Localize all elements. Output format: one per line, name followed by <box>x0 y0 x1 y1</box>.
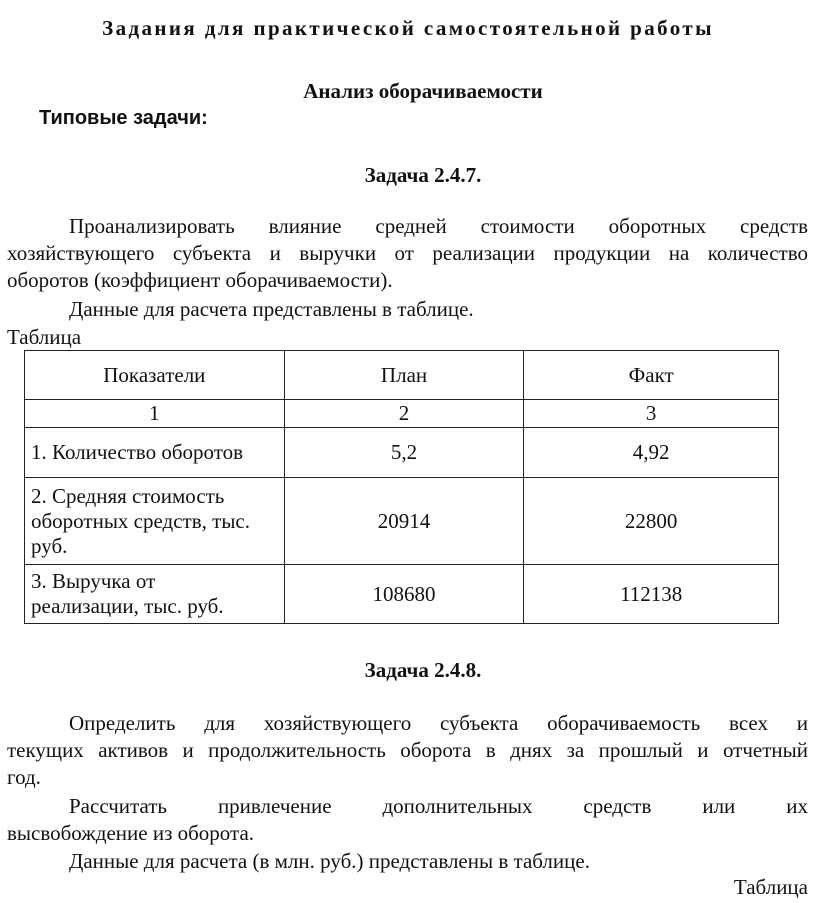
row-label-line: руб. <box>31 533 68 558</box>
document-title: Задания для практической самостоятельной работы <box>102 16 714 40</box>
task2-p1-line-2: текущих активов и продолжительность оборота в днях за прошлый и отчетный <box>7 738 808 762</box>
table-row <box>25 565 779 624</box>
task1-p1-line-1: Проанализировать влияние средней стоимости оборотных средств <box>69 214 808 238</box>
row-label-line: реализации, тыс. руб. <box>31 594 224 618</box>
task1-p1-line-3: оборотов (коэффициент оборачиваемости). <box>7 268 393 292</box>
table-header-row <box>25 351 779 400</box>
row-label-line: 1. Количество оборотов <box>31 440 244 464</box>
row-label <box>25 428 285 478</box>
col-number-2: 2 <box>284 400 524 428</box>
row-label <box>25 565 285 624</box>
table-label: Таблица <box>7 325 82 349</box>
header-cell-plan: План <box>284 351 524 400</box>
task2-p1-line-1: Определить для хозяйствующего субъекта оборачиваемость всех и <box>69 711 808 735</box>
row-label-line: 2. Средняя стоимость <box>31 483 225 508</box>
table-label-2: Таблица <box>733 875 808 899</box>
task2-p3-line: Данные для расчета (в млн. руб.) представлены в таблице. <box>69 849 590 873</box>
task1-p2-line: Данные для расчета представлены в таблице. <box>69 297 474 321</box>
header-cell-indicators: Показатели <box>25 351 285 400</box>
table-number-row <box>25 400 779 428</box>
row-fact-value: 22800 <box>524 478 779 565</box>
task2-paragraph-1 <box>7 710 808 791</box>
task2-p2-line-2: высвобождение из оборота. <box>7 821 255 845</box>
section-label: Типовые задачи: <box>39 107 208 129</box>
table-row <box>25 428 779 478</box>
row-label-line: оборотных средств, тыс. <box>31 508 251 533</box>
table-row <box>25 478 779 565</box>
row-label-line: 3. Выручка от <box>31 569 156 593</box>
row-plan-value: 108680 <box>284 565 524 624</box>
row-fact-value: 4,92 <box>524 428 779 478</box>
document-subtitle: Анализ оборачиваемости <box>303 79 543 103</box>
task2-paragraph-3 <box>7 848 808 875</box>
col-number-3: 3 <box>524 400 779 428</box>
task2-paragraph-2 <box>7 793 808 847</box>
data-table <box>24 350 779 624</box>
row-plan-value: 20914 <box>284 478 524 565</box>
task-heading-2-4-8: Задача 2.4.8. <box>364 658 482 682</box>
header-cell-fact: Факт <box>524 351 779 400</box>
task-heading-2-4-7: Задача 2.4.7. <box>364 163 482 187</box>
row-fact-value: 112138 <box>524 565 779 624</box>
row-plan-value: 5,2 <box>284 428 524 478</box>
task1-p1-line-2: хозяйствующего субъекта и выручки от реализации продукции на количество <box>7 241 808 265</box>
col-number-1: 1 <box>25 400 285 428</box>
task1-paragraph-2 <box>7 296 808 323</box>
row-label <box>25 478 285 565</box>
task2-p1-line-3: год. <box>7 765 41 789</box>
task1-paragraph-1 <box>7 213 808 294</box>
task2-p2-line-1: Рассчитать привлечение дополнительных средств или их <box>69 794 808 818</box>
